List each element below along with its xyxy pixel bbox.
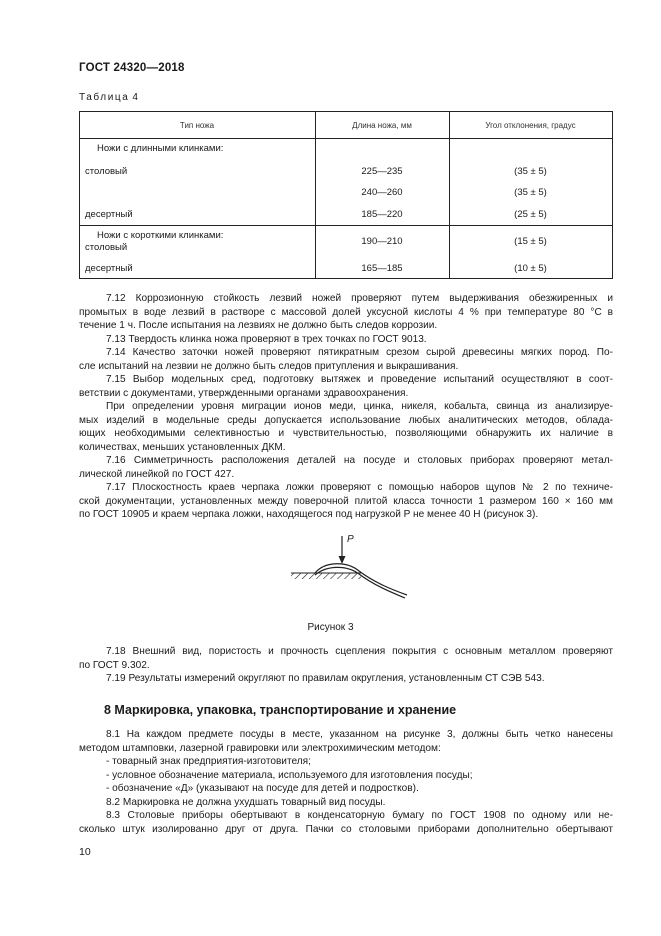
table-cell-length: 225—235: [361, 166, 403, 177]
table-cell-length: 240—260: [361, 187, 403, 198]
table-cell-type: десертный: [85, 209, 133, 220]
text-line: ющих необходимыми селективностью и чувствительностью, позволяющими обнаружить их наличие в: [79, 428, 613, 439]
load-label-p: P: [347, 534, 354, 545]
section-8-title: 8 Маркировка, упаковка, транспортирование и хранение: [104, 703, 457, 717]
table-caption: [79, 92, 138, 103]
table-cell-length: 165—185: [361, 263, 403, 274]
body-text-block-3: [79, 728, 613, 836]
table-cell-length: 190—210: [361, 236, 403, 247]
table-cell-length: 185—220: [361, 209, 403, 220]
text-line: 8.2 Маркировка не должна ухудшать товарный вид посуды.: [106, 796, 386, 808]
text-line: лической линейкой по ГОСТ 427.: [79, 468, 235, 480]
table-row-group-short: Ножи с короткими клинками:: [97, 230, 224, 241]
text-line: сле испытаний на лезвии не должно быть следов притупления и выкрашивания.: [79, 360, 459, 372]
table-cell-angle: (35 ± 5): [514, 166, 547, 177]
text-line: ской документации, установленных между поверочной плитой класса точности 1 размером 160 × 160 мм: [79, 495, 613, 507]
table-cell-angle: (25 ± 5): [514, 209, 547, 220]
table-cell-angle: (35 ± 5): [514, 187, 547, 198]
text-line: количествах, меньших установленных ДКМ.: [79, 441, 286, 453]
text-line: промытых в воде лезвий в растворе с массовой долей уксусной кислоты 4 % при температуре 80 °С в: [79, 306, 613, 318]
standard-header: ГОСТ 24320—2018: [79, 62, 185, 74]
column-header-length: Длина ножа, мм: [352, 121, 412, 130]
table-cell-type: столовый: [85, 242, 128, 253]
table-caption-number: 4: [132, 92, 138, 103]
table-cell-angle: (15 ± 5): [514, 236, 547, 247]
text-line: 8.1 На каждом предмете посуды в месте, указанном на рисунке 3, должны быть четко нанесены: [106, 729, 613, 740]
text-line: течение 1 ч. После испытания на лезвиях не должно быть следов коррозии.: [79, 320, 438, 331]
text-line: по ГОСТ 9.302.: [79, 659, 150, 671]
table-caption-word: Таблица: [79, 92, 130, 103]
table-4: [79, 111, 613, 279]
column-header-type: Тип ножа: [179, 121, 215, 130]
surface-plate-hatch: [291, 573, 361, 579]
list-item: - условное обозначение материала, используемого для изготовления посуды;: [106, 769, 473, 781]
text-line: 7.14 Качество заточки ножей проверяют пятикратным срезом сырой древесины мягких пород. По-: [106, 347, 613, 358]
table-cell-type: столовый: [85, 166, 128, 177]
column-header-angle: Угол отклонения, градус: [485, 121, 576, 130]
text-line: 7.12 Коррозионную стойкость лезвий ножей проверяют путем выдерживания обезжиренных и: [106, 293, 613, 304]
text-line: 7.13 Твердость клинка ножа проверяют в трех точках по ГОСТ 9013.: [106, 333, 427, 345]
figure-caption: Рисунок 3: [307, 622, 354, 633]
text-line: 7.19 Результаты измерений округляют по правилам округления, установленным СТ СЭВ 543.: [106, 673, 545, 684]
table-cell-angle: (10 ± 5): [514, 263, 547, 274]
text-line: 7.16 Симметричность расположения деталей на посуде и столовых приборах проверяют метал-: [106, 455, 613, 466]
text-line: 8.3 Столовые приборы обертывают в конденсаторную бумагу по ГОСТ 1908 по одному или не-: [106, 810, 613, 821]
load-arrow-head: [339, 556, 346, 564]
text-line: При определении уровня миграции ионов меди, цинка, никеля, кобальта, свинца из анализируе-: [106, 401, 613, 412]
text-line: мых изделий в модельные среды допускается использование любых аналитических методов, облада-: [79, 414, 613, 426]
text-line: ветствии с документами, утвержденными органами здравоохранения.: [79, 387, 409, 399]
table-row-group-long: Ножи с длинными клинками:: [97, 143, 224, 154]
figure-3-drawing: [285, 532, 415, 607]
text-line: сколько штук изолированно друг от друга. Пачки со столовыми приборами дополнительно обертывают: [79, 823, 613, 835]
text-line: методом штамповки, лазерной гравировки или электрохимическим методом:: [79, 742, 441, 754]
body-text-block-2: [79, 645, 613, 686]
body-text-block-1: [79, 292, 613, 522]
page-number: 10: [79, 846, 91, 858]
text-line: 7.15 Выбор модельных сред, подготовку вытяжек и проведение испытаний осуществляют в соот-: [106, 374, 613, 385]
text-line: по ГОСТ 10905 и краем черпака ложки, находящегося под нагрузкой P не менее 40 Н (рисунок 3).: [79, 509, 539, 520]
text-line: 7.18 Внешний вид, пористость и прочность сцепления покрытия с основным металлом проверяют: [106, 646, 613, 657]
list-item: - товарный знак предприятия-изготовителя;: [106, 756, 311, 767]
text-line: 7.17 Плоскостность краев черпака ложки проверяют с помощью наборов щупов № 2 по техниче-: [106, 482, 613, 493]
list-item: - обозначение «Д» (указывают на посуде для детей и подростков).: [106, 783, 419, 794]
table-cell-type: десертный: [85, 263, 133, 274]
